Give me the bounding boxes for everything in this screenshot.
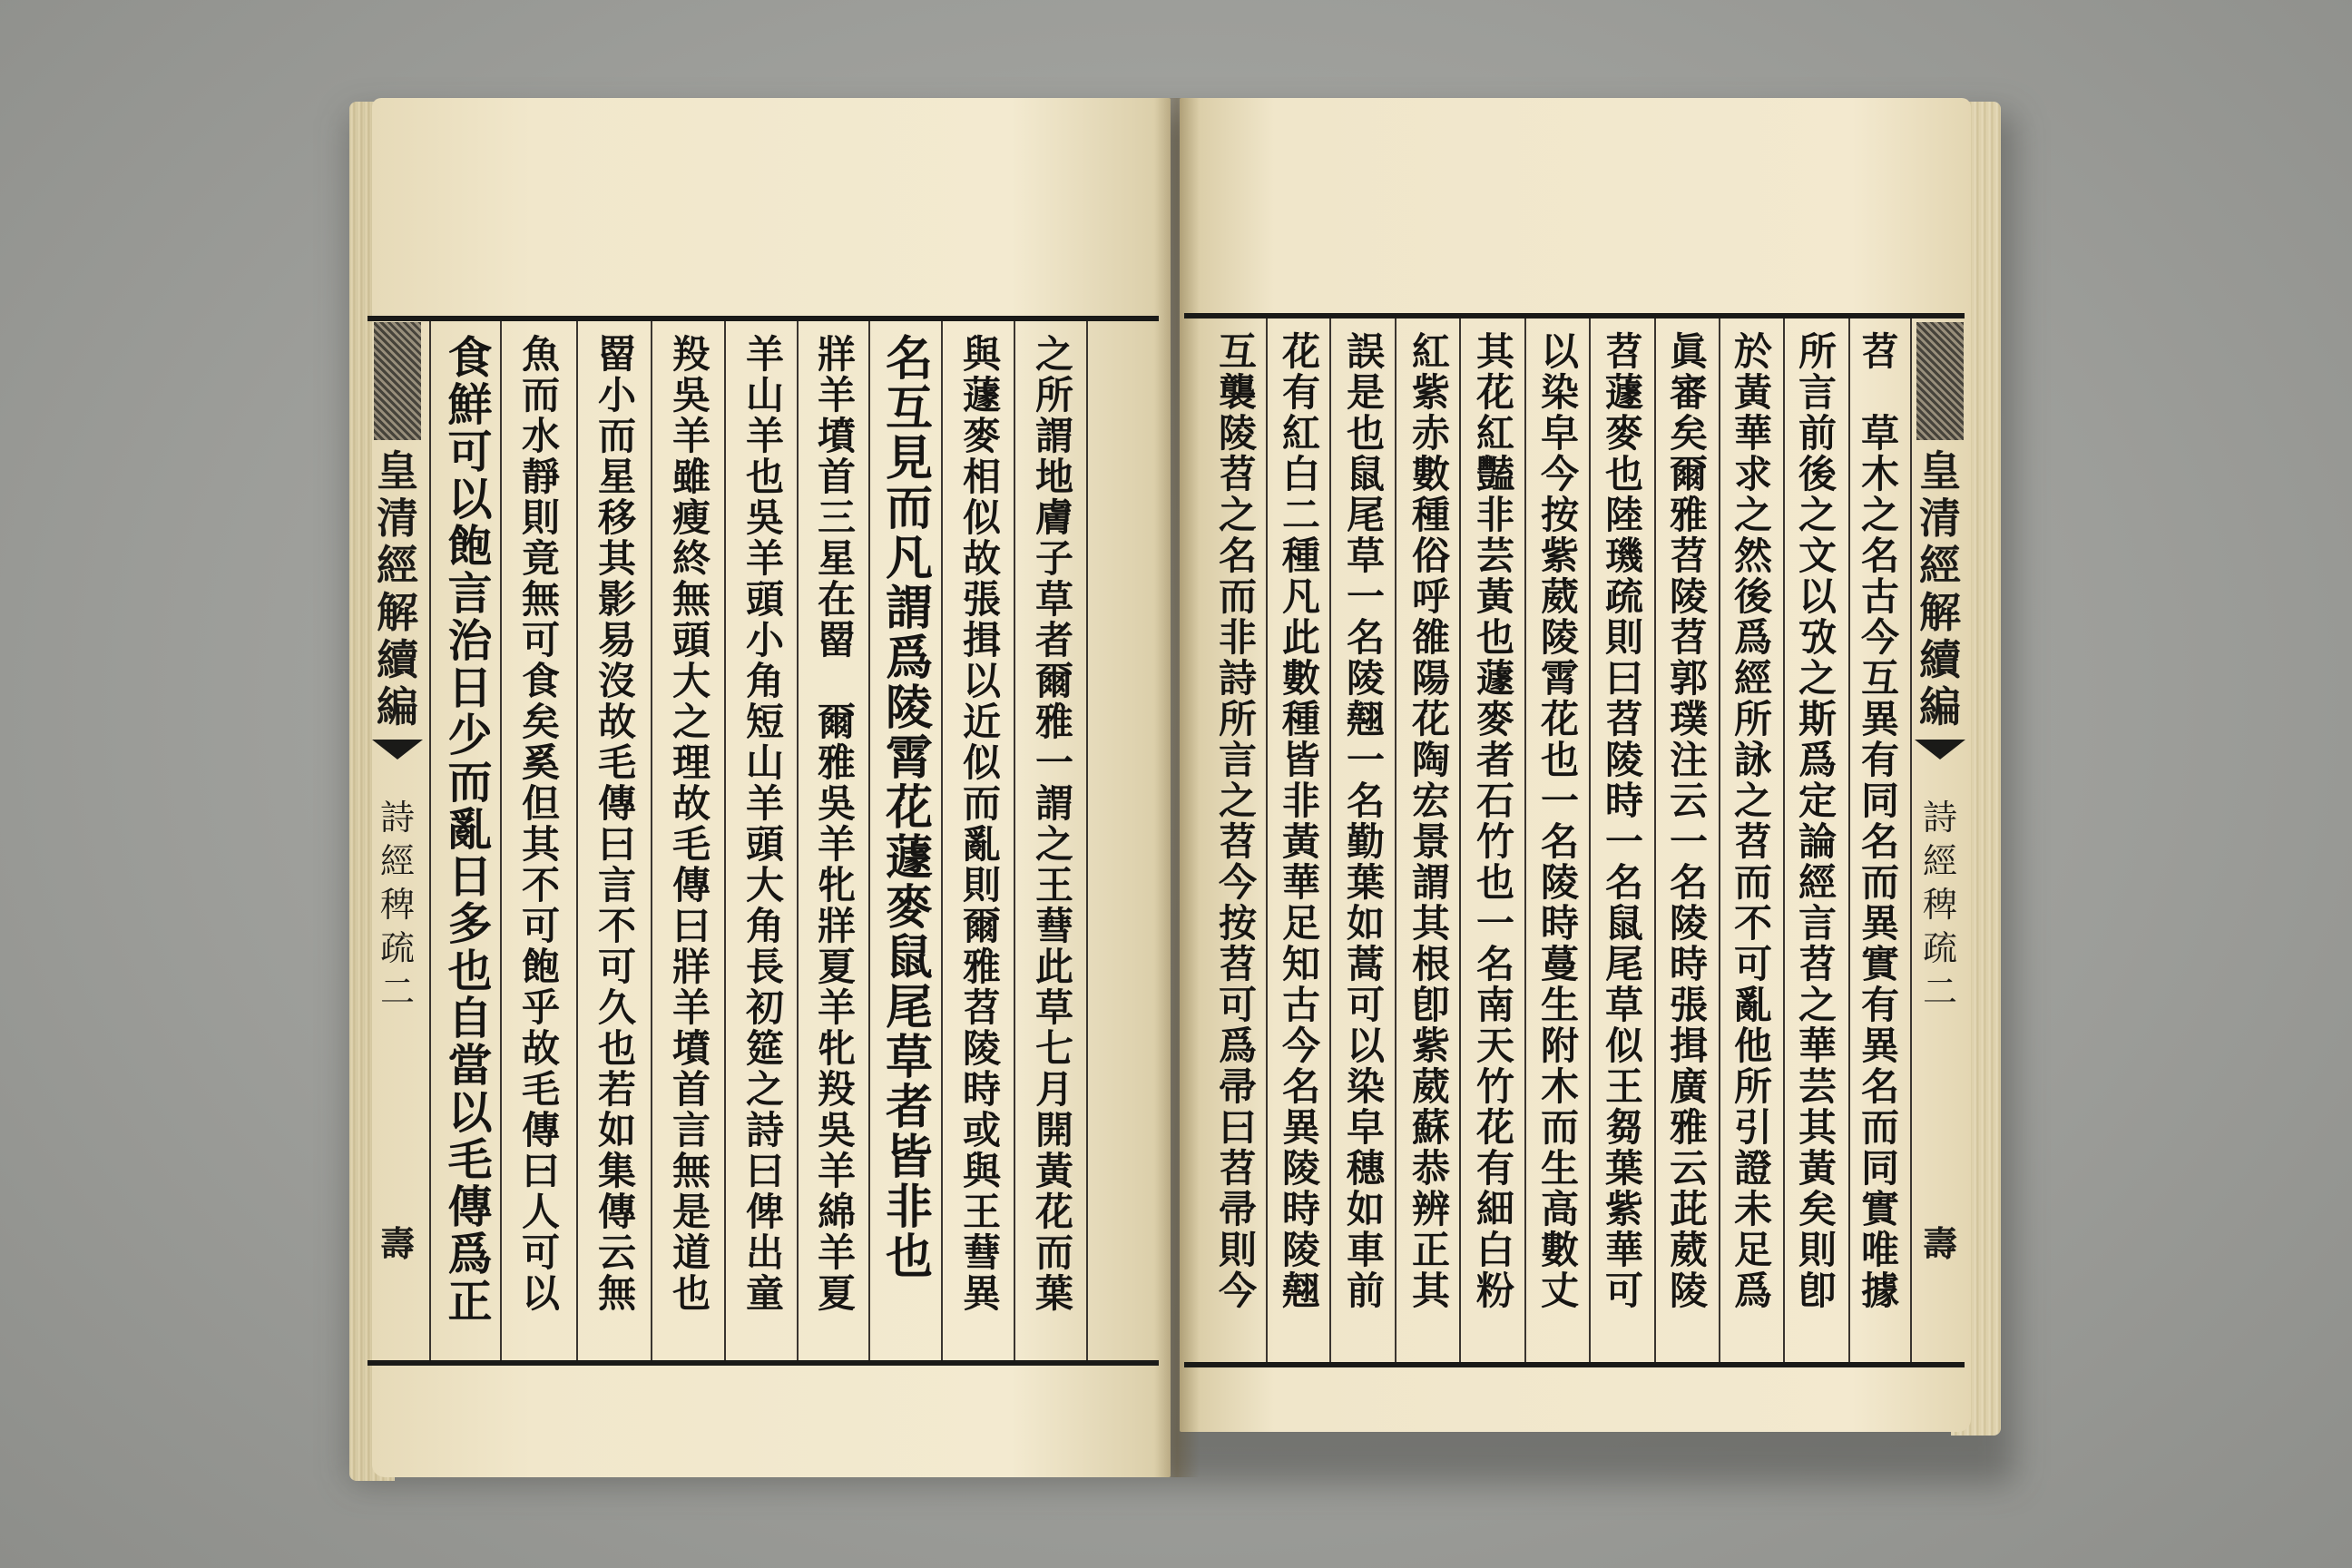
- banxin-subtitle: 詩 經 稗 疏 二: [1922, 798, 1957, 1012]
- column-rule: [576, 321, 578, 1360]
- text-column: 罶 小 而 星 移 其 影 易 沒 故 毛 傳 曰 言 不 可 久 也 若 如 集 傳 云 無: [597, 332, 636, 1316]
- folio-mark: 壽: [1922, 1223, 1957, 1264]
- folio-mark: 壽: [379, 1223, 415, 1264]
- text-column: 於 黃 華 求 之 然 後 爲 經 所 詠 之 苕 而 不 可 亂 他 所 引 證 未 足 爲: [1733, 329, 1772, 1313]
- text-column: 與 蘧 麥 相 似 故 張 揖 以 近 似 而 亂 則 爾 雅 苕 陵 時 或 與 王 蔧 異: [962, 332, 1001, 1316]
- column-rule: [429, 321, 431, 1360]
- text-column: 羊 山 羊 也 吳 羊 頭 小 角 短 山 羊 頭 大 角 長 初 筵 之 詩 曰 俾 出 童: [745, 332, 784, 1316]
- column-rule: [868, 321, 870, 1360]
- left-banxin: [370, 322, 425, 1348]
- text-column: 之 所 謂 地 膚 子 草 者 爾 雅 一 謂 之 王 蔧 此 草 七 月 開 黃 花 而 葉: [1034, 332, 1073, 1316]
- text-column: 魚 而 水 靜 則 竟 無 可 食 矣 奚 但 其 不 可 飽 乎 故 毛 傳 曰 人 可 以: [521, 332, 560, 1316]
- text-column: 食 鮮 可 以 飽 言 治 日 少 而 亂 日 多 也 自 當 以 毛 傳 爲 正: [447, 331, 493, 1328]
- text-column: 花 有 紅 白 二 種 凡 此 數 種 皆 非 黃 華 足 知 古 今 名 異 陵 時 陵 翹: [1281, 329, 1320, 1313]
- ornament-block: [374, 322, 421, 440]
- column-rule: [651, 321, 652, 1360]
- text-column: 眞 審 矣 爾 雅 苕 陵 苕 郭 璞 注 云 一 名 陵 時 張 揖 廣 雅 云 茈 葳 陵: [1669, 329, 1708, 1313]
- column-rule: [797, 321, 799, 1360]
- text-column: 名 互 見 而 凡 謂 爲 陵 霄 花 蘧 麥 鼠 尾 草 者 皆 非 也: [885, 331, 933, 1285]
- left-text-frame: [368, 316, 1159, 1366]
- column-rule: [1086, 321, 1088, 1360]
- text-column: 苕 草 木 之 名 古 今 互 異 有 同 名 而 異 實 有 異 名 而 同 實 唯 據: [1860, 329, 1899, 1313]
- column-rule: [724, 321, 726, 1360]
- fishtail-mark: [372, 740, 423, 760]
- banxin-title: 皇 清 經 解 續 編: [1919, 446, 1961, 731]
- right-banxin: [1913, 322, 1967, 1348]
- text-column: 紅 紫 赤 數 種 俗 呼 雒 陽 花 陶 宏 景 謂 其 根 卽 紫 葳 蘇 恭 辨 正 其: [1411, 329, 1450, 1313]
- column-rule: [941, 321, 943, 1360]
- right-text-frame: [1184, 313, 1965, 1367]
- column-rule: [1014, 321, 1015, 1360]
- text-column: 其 花 紅 豔 非 芸 黃 也 蘧 麥 者 石 竹 也 一 名 南 天 竹 花 有 細 白 粉: [1475, 329, 1514, 1313]
- text-column: 所 言 前 後 之 文 以 攷 之 斯 爲 定 論 經 言 苕 之 華 芸 其 黃 矣 則 卽: [1798, 329, 1837, 1313]
- fishtail-mark: [1915, 740, 1965, 760]
- text-column: 誤 是 也 鼠 尾 草 一 名 陵 翹 一 名 勤 葉 如 蒿 可 以 染 皁 穗 如 車 前: [1346, 329, 1385, 1313]
- text-column: 互 襲 陵 苕 之 名 而 非 詩 所 言 之 苕 今 按 苕 可 爲 帚 曰 苕 帚 則 今: [1218, 329, 1257, 1313]
- text-column: 牂 羊 墳 首 三 星 在 罶 爾 雅 吳 羊 牝 牂 夏 羊 牝 羖 吳 羊 綿 羊 夏: [817, 332, 856, 1316]
- banxin-title: 皇 清 經 解 續 編: [377, 446, 418, 731]
- text-column: 苕 蘧 麥 也 陸 璣 疏 則 曰 苕 陵 時 一 名 鼠 尾 草 似 王 芻 葉 紫 華 可: [1604, 329, 1643, 1313]
- banxin-subtitle: 詩 經 稗 疏 二: [379, 798, 415, 1012]
- text-column: 羖 吳 羊 雖 瘦 終 無 頭 大 之 理 故 毛 傳 曰 牂 羊 墳 首 言 無 是 道 也: [671, 332, 710, 1316]
- text-column: 以 染 皁 今 按 紫 葳 陵 霄 花 也 一 名 陵 時 蔓 生 附 木 而 生 高 數 丈: [1540, 329, 1579, 1313]
- ornament-block: [1916, 322, 1964, 440]
